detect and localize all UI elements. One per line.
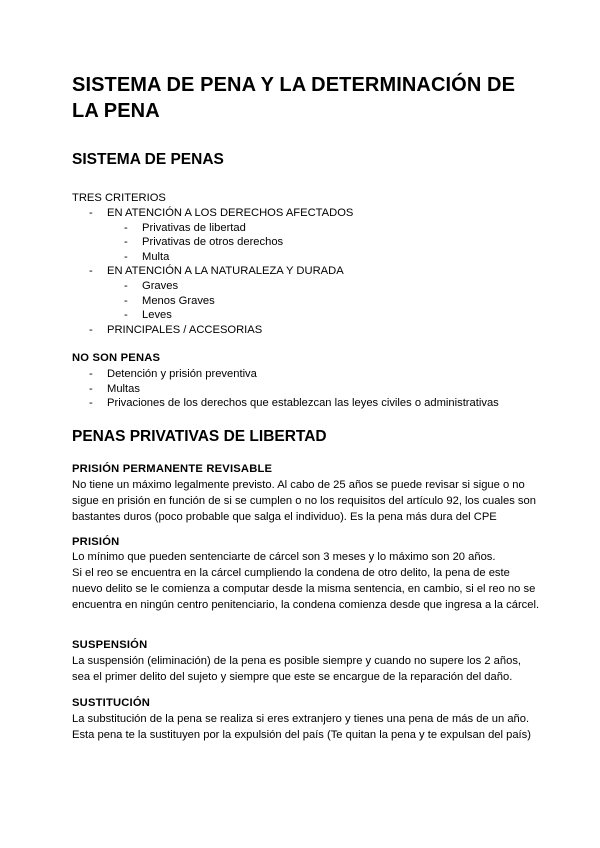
subsection-text: La substitución de la pena se realiza si eres extranjero y tienes una pena de más de un año. Esta pena te la sustituyen por la expulsión del país (Te quitan la pena y te expulsan del país): [72, 713, 531, 741]
subsection-heading: SUSTITUCIÓN: [72, 697, 151, 709]
list-item: - Privativas de otros derechos: [124, 236, 284, 249]
list-item: - Privaciones de los derechos que establezcan las leyes civiles o administrativas: [89, 397, 499, 410]
criteria-subitems: [107, 279, 353, 323]
subsection-text: La suspensión (eliminación) de la pena es posible siempre y cuando no supere los 2 años, sea el primer delito del sujeto y siempre que este se encargue de la reparación del daño.: [72, 655, 522, 683]
section-heading-privativas: PENAS PRIVATIVAS DE LIBERTAD: [72, 428, 327, 445]
subsection-heading: SUSPENSIÓN: [72, 639, 148, 651]
list-item: - Menos Graves: [124, 294, 215, 307]
criteria-item: - EN ATENCIÓN A LA NATURALEZA Y DURADA - Graves - Menos Graves - Leves: [72, 264, 353, 322]
list-item: - Leves: [124, 309, 172, 322]
criteria-subitems: [107, 221, 353, 265]
subsection-heading: PRISIÓN PERMANENTE REVISABLE: [72, 463, 273, 475]
list-item: - Detención y prisión preventiva: [89, 368, 257, 380]
criteria-list: [72, 206, 353, 337]
subsection-text: No tiene un máximo legalmente previsto. Al cabo de 25 años se puede revisar si sigue o no sigue en prisión en función de si se cumplen o no los requisitos del artículo 92, los cuales son bastantes duros (poco probable que salga el individuo). Es la pena más dura del CPE: [72, 479, 536, 523]
no-son-penas-list: [72, 367, 499, 411]
no-son-penas-heading: NO SON PENAS: [72, 352, 161, 364]
subsection-text: Lo mínimo que pueden sentenciarte de cárcel son 3 meses y lo máximo son 20 años.: [72, 551, 496, 563]
criteria-item: - EN ATENCIÓN A LOS DERECHOS AFECTADOS - Privativas de libertad - Privativas de otros derechos - Multa: [89, 207, 354, 263]
list-item: - Graves: [124, 279, 179, 292]
criteria-intro: TRES CRITERIOS: [72, 192, 166, 204]
subsection-text: Si el reo se encuentra en la cárcel cumpliendo la condena de otro delito, la pena de este nuevo delito se le comienza a computar desde la misma sentencia, en cambio, si el reo no se encuentra en ningún centro penitenciario, la condena comienza desde que ingresa a la cárcel.: [72, 567, 540, 611]
page-title: SISTEMA DE PENA Y LA DETERMINACIÓN DE LA PENA: [72, 74, 516, 122]
list-item: - Multa: [124, 250, 170, 263]
list-item: - Multas: [89, 382, 140, 395]
list-item: - Privativas de libertad: [124, 221, 246, 234]
subsection-heading: PRISIÓN: [72, 536, 120, 548]
criteria-item: - PRINCIPALES / ACCESORIAS: [89, 323, 263, 336]
section-heading-sistema: SISTEMA DE PENAS: [72, 151, 224, 168]
